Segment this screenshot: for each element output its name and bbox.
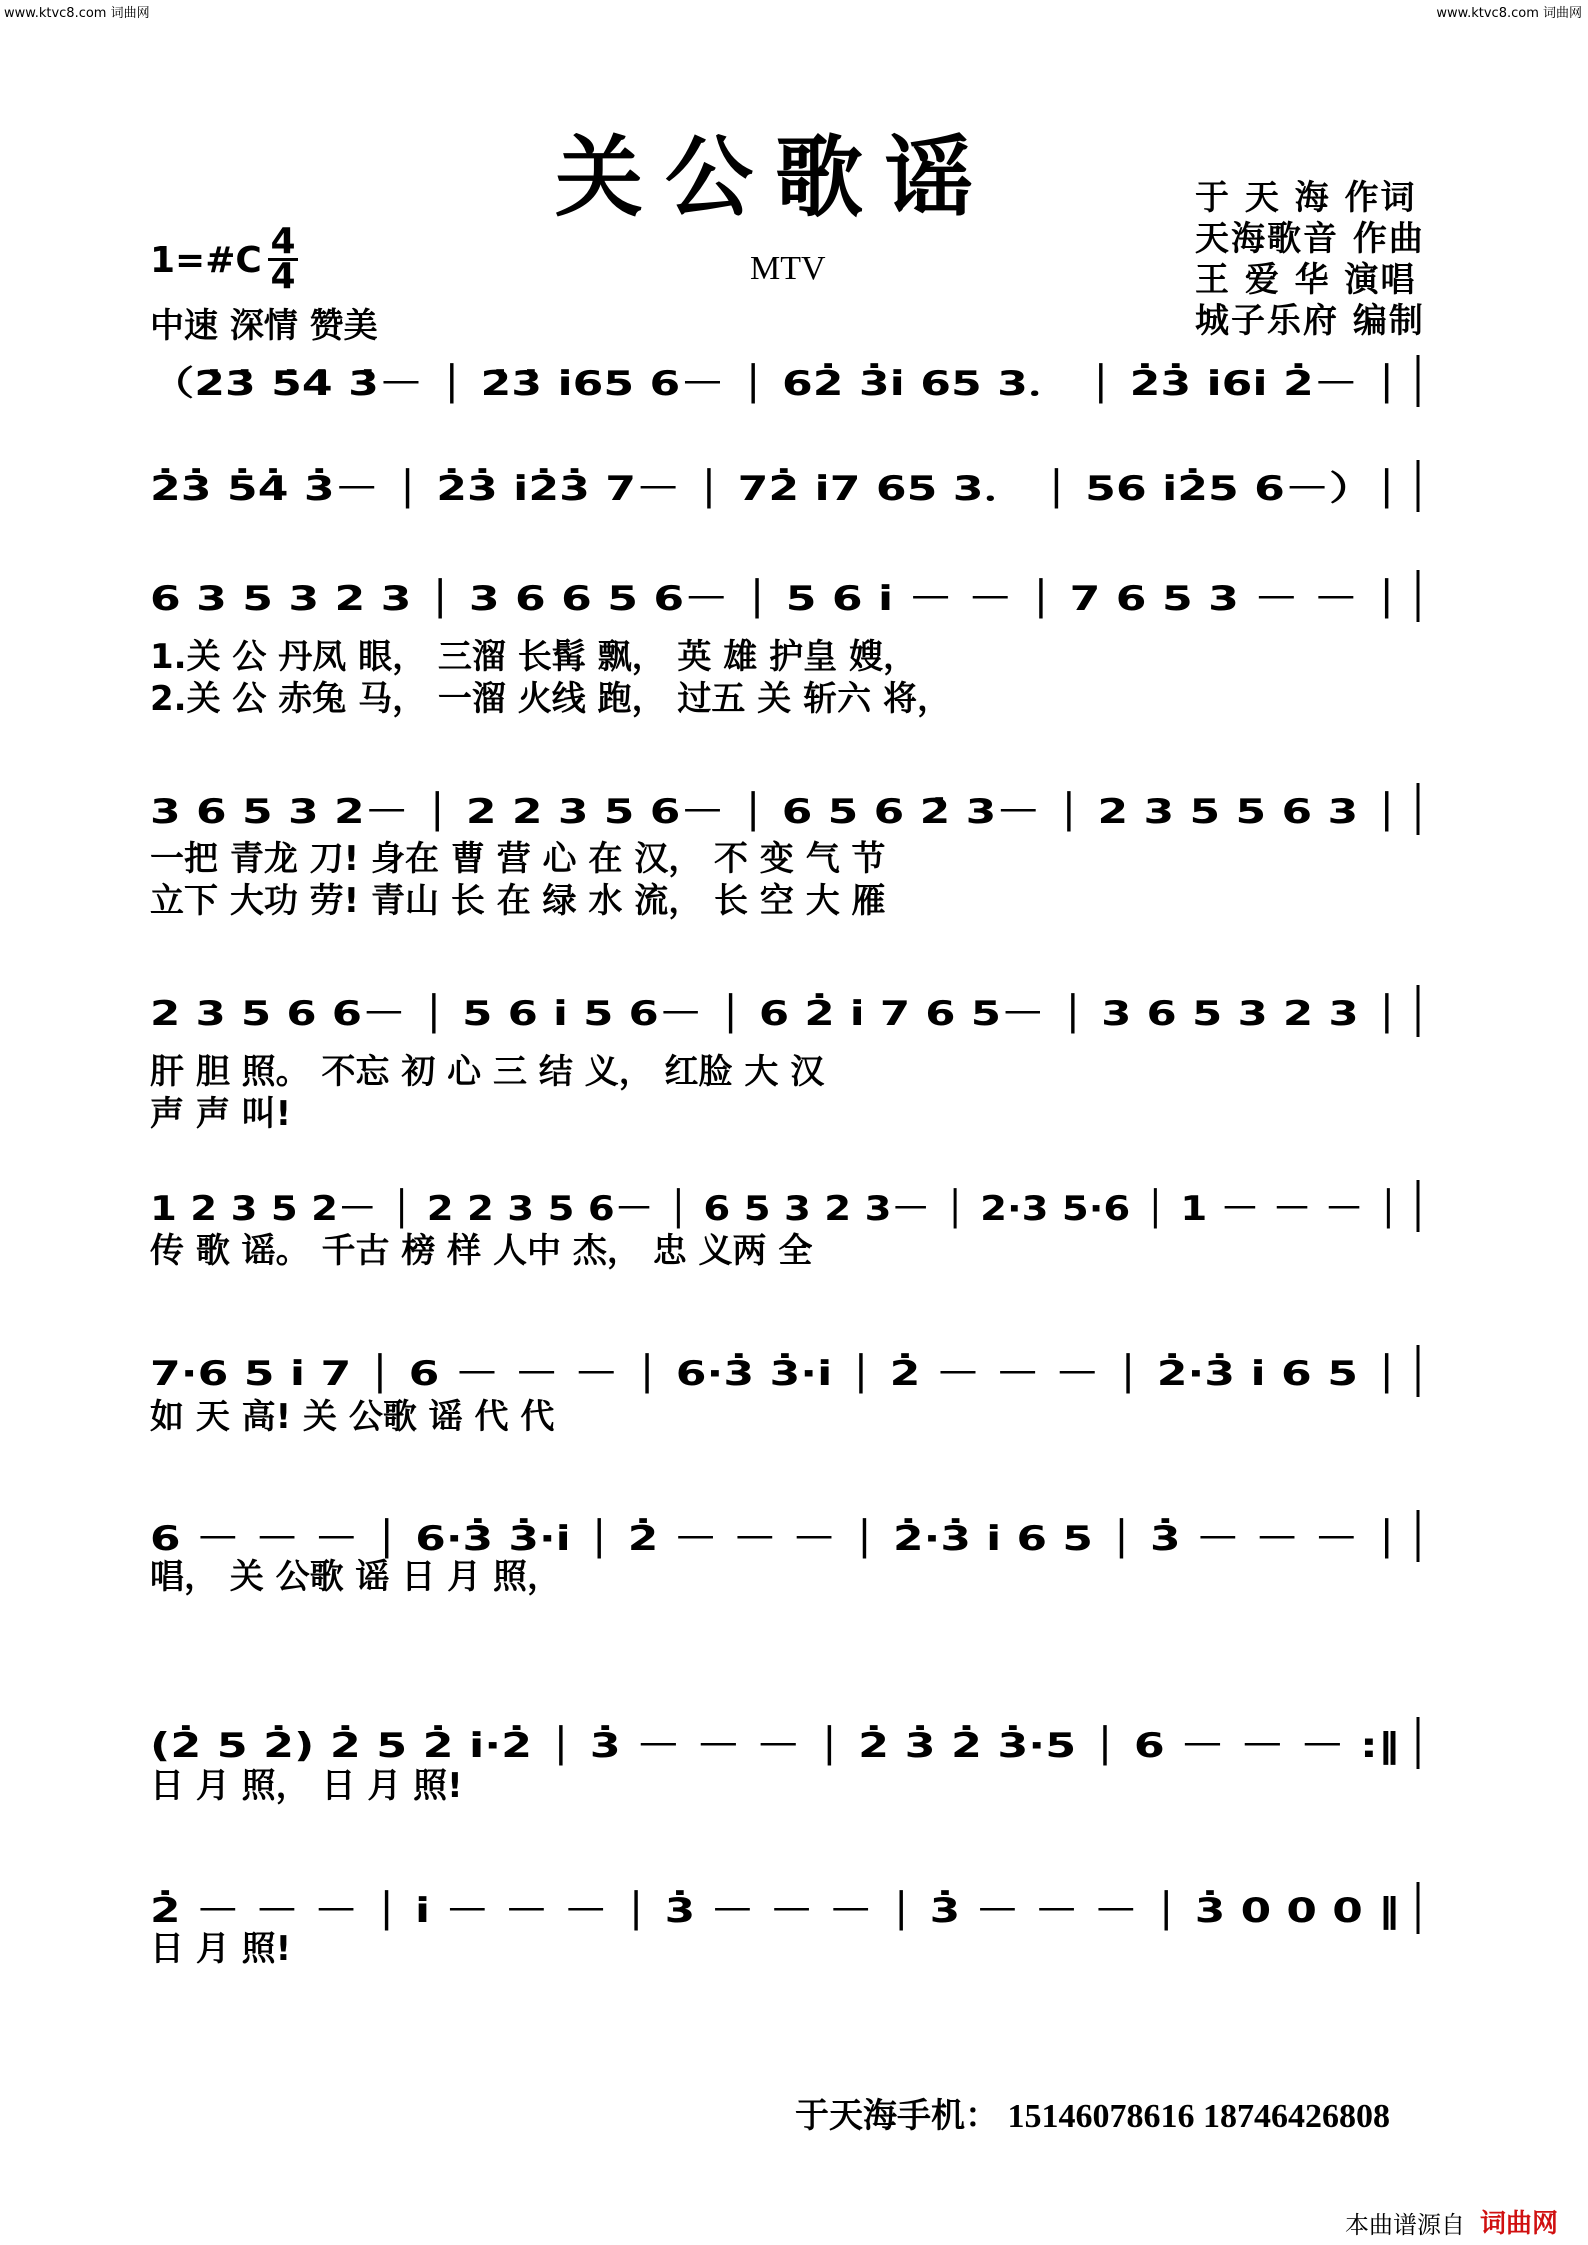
lyric-line: 2.关 公 赤兔 马， 一溜 火线 跑， 过五 关 斩六 将， (150, 679, 951, 719)
mtv-label: MTV (750, 250, 826, 287)
lyric-line: 肝 胆 照。 不忘 初 心 三 结 义， 红脸 大 汉 (150, 1052, 825, 1092)
system-9 (150, 1717, 1418, 1806)
footer-source-label: 本曲谱源自 (1345, 2211, 1465, 2239)
system-2 (150, 460, 1418, 512)
notation-line-4: 3 6 5 3 2－ │ 2 2 3 5 6－ │ 6 5 6 2̇ 3－ │ 2 3 5 5 6 3 │ (150, 792, 1115, 832)
key-signature: 1=#C (150, 240, 262, 281)
system-5 (150, 985, 1418, 1134)
notation-line-9: (2̇ 5 2̇) 2̇ 5 2̇ i̇·2̇ │ 3̇ － － － │ 2̇ 3̇ 2̇ 3̇·5 │ 6 － － － :‖ (150, 1726, 1107, 1766)
composer-credit: 天海歌音 作曲 (1195, 219, 1425, 259)
system-8 (150, 1510, 1418, 1597)
lyric-line: 如 天 高! 关 公歌 谣 代 代 (150, 1397, 555, 1437)
notation-line-2: 2̇3̇ 5̇4̇ 3̇－ │ 2̇3̇ i̇2̇3̇ 7－ │ 72̇ i̇7 65 3． │ 56 i̇2̇5 6－）│ (150, 469, 1112, 509)
lyric-line: 日 月 照， 日 月 照! (150, 1766, 463, 1806)
system-10 (150, 1882, 1418, 1969)
notation-line-3: 6 3 5 3 2 3 │ 3 6 6 5 6－ │ 5 6 i̇ － － │ 7 6 5 3 － － │ (150, 579, 1112, 619)
notation-line-8: 6 － － － │ 6·3̇ 3̇·i̇ │ 2̇ － － － │ 2̇·3̇ i̇ 6 5 │ 3̇ － － － │ (150, 1519, 1118, 1559)
footer-site-name: 词曲网 (1480, 2209, 1559, 2239)
lyric-line: 立下 大功 劳! 青山 长 在 绿 水 流， 长 空 大 雁 (150, 881, 886, 921)
lyric-line: 日 月 照! (150, 1929, 292, 1969)
system-3 (150, 570, 1418, 719)
lyric-line: 一把 青龙 刀! 身在 曹 营 心 在 汉， 不 变 气 节 (150, 839, 886, 879)
system-1 (150, 355, 1418, 407)
lyric-line: 声 声 叫! (150, 1094, 292, 1134)
lyric-line: 传 歌 谣。 千古 榜 样 人中 杰， 忠 义两 全 (150, 1231, 813, 1271)
tempo-marking: 中速 深情 赞美 (150, 306, 378, 346)
lyric-line: 唱， 关 公歌 谣 日 月 照， (150, 1557, 562, 1597)
watermark-right: www.ktvc8.com 词曲网 (1436, 6, 1582, 21)
notation-line-6: 1 2 3 5 2－ │ 2 2 3 5 6－ │ 6 5 3 2 3－ │ 2·3 5·6 │ 1 － － － │ (150, 1189, 1252, 1229)
notation-line-1: （2̇3̇ 5̇4̇ 3̇－ │ 2̇3̇ i̇65 6－ │ 62̇ 3̇i̇ 65 3． │ 2̇3̇ i̇6i̇ 2̇－ │ (150, 364, 1112, 404)
watermark-left: www.ktvc8.com 词曲网 (4, 6, 150, 21)
contact-phone: 于天海手机： 15146078616 18746426808 (795, 2098, 1390, 2135)
lyric-line: 1.关 公 丹凤 眼， 三溜 长髯 飘， 英 雄 护皇 嫂， (150, 637, 917, 677)
system-7 (150, 1345, 1418, 1437)
system-4 (150, 783, 1418, 921)
lyricist-credit: 于 天 海 作词 (1195, 178, 1417, 218)
time-signature-top: 4 (270, 221, 296, 262)
arranger-credit: 城子乐府 编制 (1195, 301, 1425, 341)
notation-line-10: 2̇ － － － │ i̇ － － － │ 3̇ － － － │ 3̇ － － － │ 3̇ 0 0 0 ‖ (150, 1891, 1119, 1931)
song-title: 关公歌谣 (555, 125, 996, 229)
time-signature-bottom: 4 (268, 258, 298, 293)
notation-line-5: 2 3 5 6 6－ │ 5 6 i̇ 5 6－ │ 6 2̇ i̇ 7 6 5－ │ 3 6 5 3 2 3 │ (150, 994, 1127, 1034)
singer-credit: 王 爱 华 演唱 (1195, 260, 1417, 300)
notation-line-7: 7·6 5 i̇ 7 │ 6 － － － │ 6·3̇ 3̇·i̇ │ 2̇ － － － │ 2̇·3̇ i̇ 6 5 │ (150, 1354, 1111, 1394)
system-6 (150, 1180, 1418, 1271)
